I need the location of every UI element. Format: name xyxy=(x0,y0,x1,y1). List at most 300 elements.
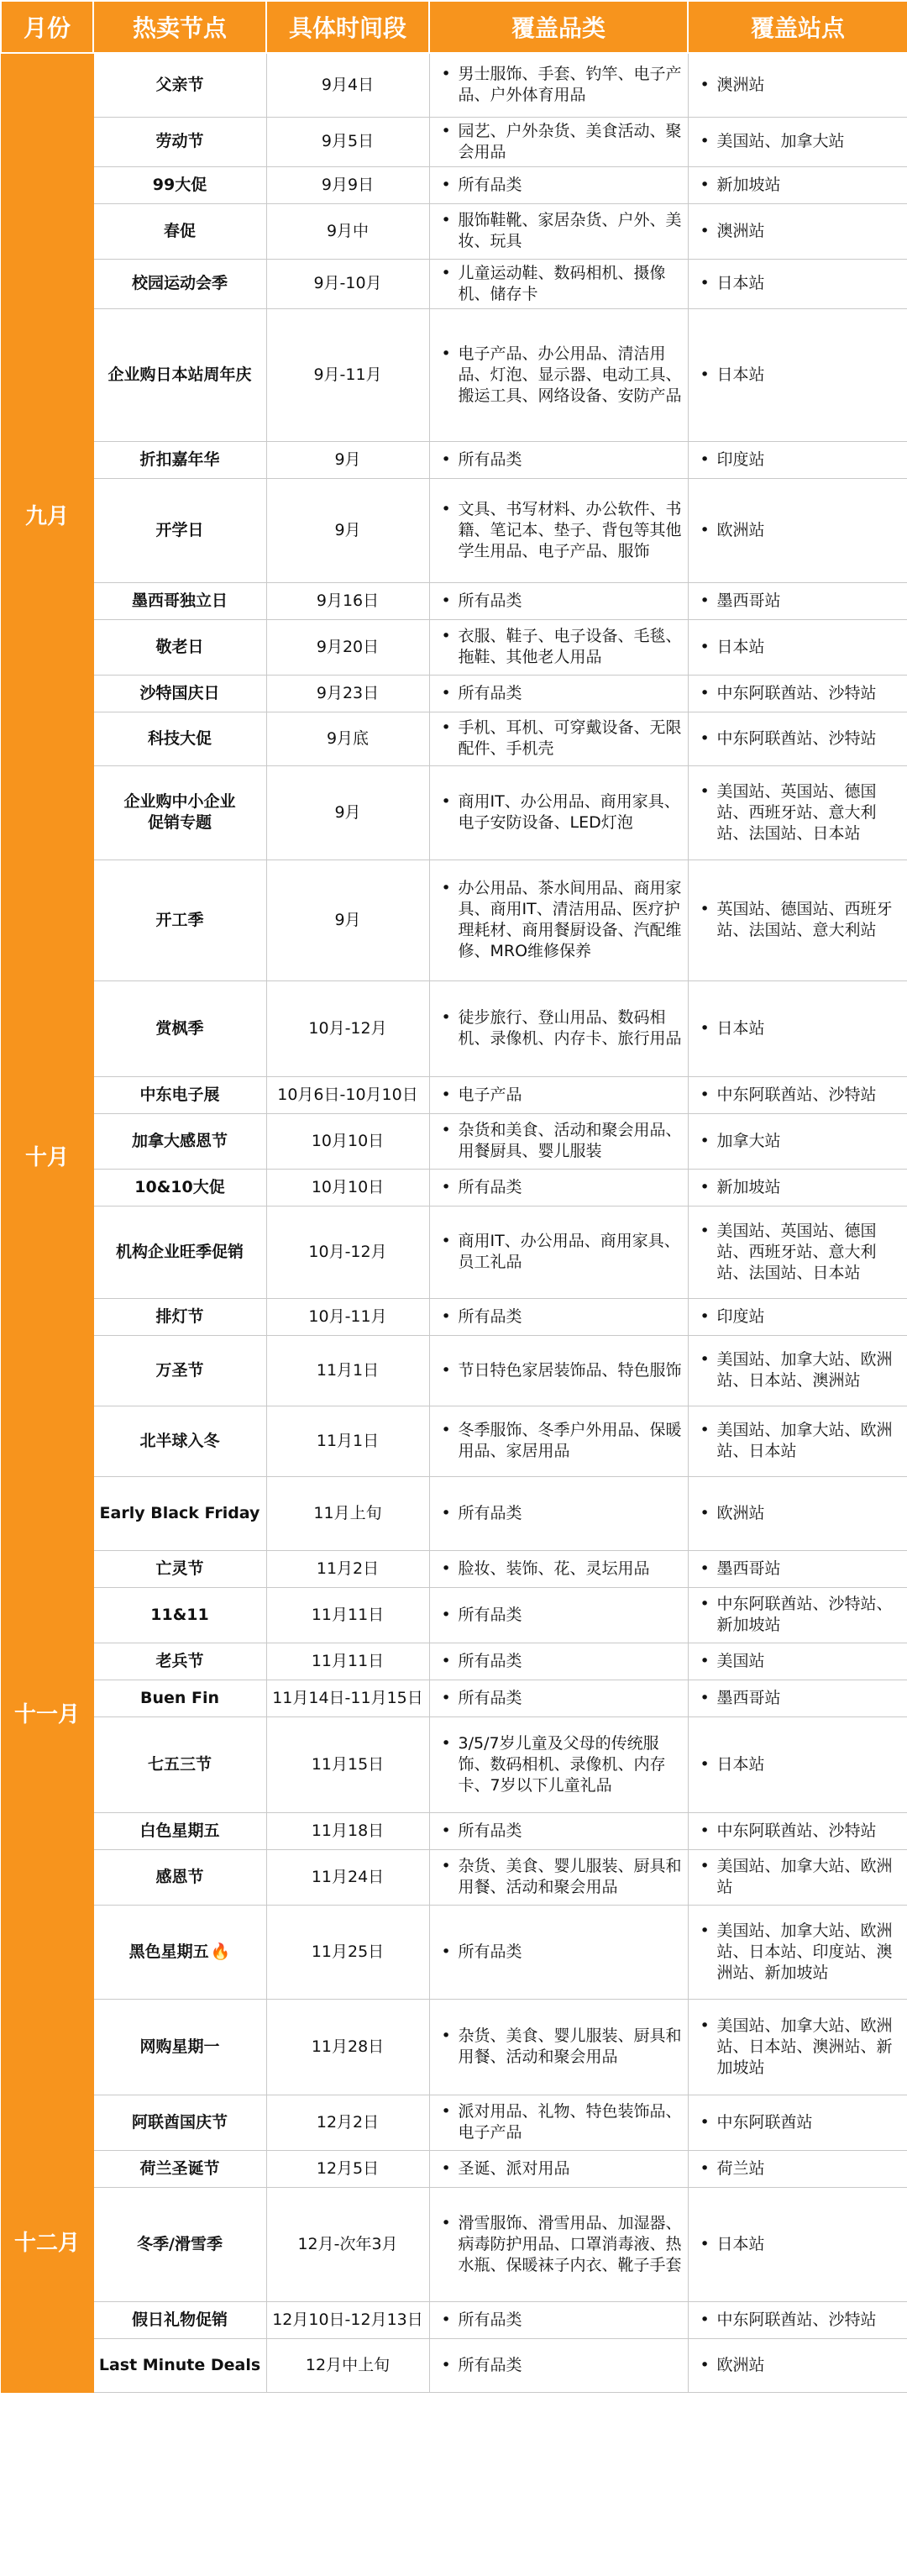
bullet-icon: • xyxy=(441,263,451,282)
category-cell xyxy=(429,2095,688,2150)
festival-time: 9月5日 xyxy=(266,117,429,166)
category-text: 杂货、美食、婴儿服装、厨具和用餐、活动和聚会用品 xyxy=(458,1857,682,1896)
site-cell xyxy=(688,1643,907,1680)
category-bullet xyxy=(442,2213,683,2276)
festival-time: 9月底 xyxy=(266,712,429,765)
month-cell: 十月 xyxy=(1,980,93,1335)
site-bullet xyxy=(700,591,903,612)
category-bullet xyxy=(442,1360,683,1381)
site-text: 美国站、英国站、德国站、西班牙站、意大利站、法国站、日本站 xyxy=(716,1221,877,1282)
bullet-icon: • xyxy=(700,1651,710,1670)
festival-name xyxy=(93,478,266,582)
category-cell xyxy=(429,1812,688,1849)
category-cell xyxy=(429,1550,688,1587)
site-text: 中东阿联酋站、沙特站 xyxy=(716,2310,877,2329)
category-cell xyxy=(429,712,688,765)
category-cell xyxy=(429,1076,688,1113)
bullet-icon: • xyxy=(700,1018,710,1038)
festival-name-text: 老兵节 xyxy=(155,1651,204,1670)
category-bullet xyxy=(442,121,683,163)
table-row xyxy=(1,1406,907,1476)
site-cell xyxy=(688,1206,907,1298)
festival-time: 9月 xyxy=(266,860,429,980)
category-text: 园艺、户外杂货、美食活动、聚会用品 xyxy=(458,121,682,161)
festival-name-text: 中东电子展 xyxy=(139,1085,220,1104)
festival-name xyxy=(93,1999,266,2095)
bullet-icon: • xyxy=(441,1688,451,1707)
category-bullet xyxy=(442,1120,683,1162)
site-bullet xyxy=(700,1018,903,1039)
bullet-icon: • xyxy=(700,2112,710,2132)
bullet-icon: • xyxy=(441,1306,451,1326)
category-bullet xyxy=(442,591,683,612)
festival-time: 10月-12月 xyxy=(266,1206,429,1298)
category-cell xyxy=(429,166,688,203)
category-cell xyxy=(429,2150,688,2187)
festival-name-text: 科技大促 xyxy=(147,728,212,748)
bullet-icon: • xyxy=(441,1177,451,1196)
site-bullet xyxy=(700,2112,903,2133)
site-text: 中东阿联酋站、沙特站 xyxy=(716,683,877,702)
table-row xyxy=(1,2150,907,2187)
festival-time: 10月-12月 xyxy=(266,980,429,1076)
category-cell xyxy=(429,53,688,117)
bullet-icon: • xyxy=(700,1306,710,1326)
site-text: 中东阿联酋站、沙特站 xyxy=(716,728,877,748)
festival-name xyxy=(93,1113,266,1169)
festival-name-text: 11&11 xyxy=(150,1605,209,1624)
festival-name xyxy=(93,1206,266,1298)
site-text: 中东阿联酋站 xyxy=(716,2112,813,2132)
site-bullet xyxy=(700,1651,903,1672)
category-text: 儿童运动鞋、数码相机、摄像机、储存卡 xyxy=(458,263,666,303)
site-text: 美国站 xyxy=(716,1651,765,1670)
site-cell xyxy=(688,259,907,308)
festival-name xyxy=(93,259,266,308)
bullet-icon: • xyxy=(441,175,451,194)
festival-time: 11月1日 xyxy=(266,1406,429,1476)
header-month: 月份 xyxy=(1,1,93,53)
site-cell xyxy=(688,1169,907,1206)
bullet-icon: • xyxy=(700,1559,710,1578)
bullet-icon: • xyxy=(441,1421,451,1439)
bullet-icon: • xyxy=(441,499,451,518)
festival-time: 11月1日 xyxy=(266,1335,429,1406)
festival-name xyxy=(93,166,266,203)
category-cell xyxy=(429,441,688,478)
festival-time: 9月16日 xyxy=(266,582,429,619)
header-site: 覆盖站点 xyxy=(688,1,907,53)
category-text: 所有品类 xyxy=(458,1651,522,1670)
header-festival: 热卖节点 xyxy=(93,1,266,53)
festival-name xyxy=(93,980,266,1076)
site-bullet xyxy=(700,365,903,386)
site-cell xyxy=(688,308,907,441)
bullet-icon: • xyxy=(700,2355,710,2374)
festival-name xyxy=(93,1905,266,1999)
site-cell xyxy=(688,1587,907,1643)
site-bullet xyxy=(700,728,903,749)
category-cell xyxy=(429,1905,688,1999)
table-row xyxy=(1,1550,907,1587)
site-text: 美国站、加拿大站、欧洲站、日本站、澳洲站、新加坡站 xyxy=(716,2016,893,2077)
bullet-icon: • xyxy=(441,2102,451,2121)
category-text: 所有品类 xyxy=(458,1942,522,1961)
festival-time: 9月9日 xyxy=(266,166,429,203)
header-category: 覆盖品类 xyxy=(429,1,688,53)
festival-name-text: 加拿大感恩节 xyxy=(131,1131,228,1150)
festival-name xyxy=(93,53,266,117)
site-text: 中东阿联酋站、沙特站 xyxy=(716,1085,877,1104)
category-cell xyxy=(429,2301,688,2338)
site-bullet xyxy=(700,1177,903,1198)
festival-time: 12月10日-12月13日 xyxy=(266,2301,429,2338)
site-text: 美国站、加拿大站、欧洲站 xyxy=(716,1857,893,1896)
site-cell xyxy=(688,1113,907,1169)
festival-time: 11月15日 xyxy=(266,1716,429,1812)
category-bullet xyxy=(442,344,683,407)
bullet-icon: • xyxy=(441,2355,451,2374)
site-bullet xyxy=(700,75,903,96)
table-row xyxy=(1,166,907,203)
category-text: 服饰鞋靴、家居杂货、户外、美妆、玩具 xyxy=(458,211,682,250)
category-text: 节日特色家居装饰品、特色服饰 xyxy=(458,1360,682,1380)
festival-time: 10月10日 xyxy=(266,1113,429,1169)
category-text: 所有品类 xyxy=(458,449,522,469)
bullet-icon: • xyxy=(700,2310,710,2329)
category-text: 商用IT、办公用品、商用家具、电子安防设备、LED灯泡 xyxy=(458,792,680,832)
festival-time: 10月6日-10月10日 xyxy=(266,1076,429,1113)
table-row xyxy=(1,1905,907,1999)
festival-name-text: 劳动节 xyxy=(155,132,204,150)
category-text: 派对用品、礼物、特色装饰品、电子产品 xyxy=(458,2102,682,2142)
festival-name-text: 企业购中小企业 促销专题 xyxy=(123,792,236,832)
bullet-icon: • xyxy=(700,728,710,748)
bullet-icon: • xyxy=(700,1857,710,1875)
bullet-icon: • xyxy=(441,1605,451,1624)
category-bullet xyxy=(442,1007,683,1049)
festival-name-text: 机构企业旺季促销 xyxy=(115,1242,244,1261)
site-text: 日本站 xyxy=(716,637,765,656)
festival-name-text: Early Black Friday xyxy=(99,1503,260,1522)
site-cell xyxy=(688,2187,907,2301)
category-text: 电子产品 xyxy=(458,1085,522,1104)
bullet-icon: • xyxy=(441,718,451,737)
category-text: 所有品类 xyxy=(458,1177,522,1196)
category-text: 文具、书写材料、办公软件、书籍、笔记本、垫子、背包等其他学生用品、电子产品、服饰 xyxy=(458,499,682,560)
table-row xyxy=(1,980,907,1076)
site-cell xyxy=(688,203,907,259)
bullet-icon: • xyxy=(441,2158,451,2178)
festival-time: 11月18日 xyxy=(266,1812,429,1849)
festival-name-text: 10&10大促 xyxy=(134,1177,225,1196)
bullet-icon: • xyxy=(700,1503,710,1522)
site-text: 墨西哥站 xyxy=(716,1559,781,1578)
category-bullet xyxy=(442,2310,683,2331)
site-text: 欧洲站 xyxy=(716,2355,765,2374)
site-text: 日本站 xyxy=(716,2234,765,2253)
category-text: 冬季服饰、冬季户外用品、保暖用品、家居用品 xyxy=(458,1421,682,1460)
bullet-icon: • xyxy=(441,591,451,610)
festival-time: 12月中上旬 xyxy=(266,2338,429,2392)
site-text: 中东阿联酋站、沙特站 xyxy=(716,1821,877,1840)
table-row xyxy=(1,259,907,308)
category-cell xyxy=(429,1406,688,1476)
fire-icon: 🔥 xyxy=(210,1942,231,1961)
site-text: 英国站、德国站、西班牙站、法国站、意大利站 xyxy=(716,900,893,939)
category-text: 所有品类 xyxy=(458,1605,522,1624)
category-bullet xyxy=(442,878,683,962)
category-bullet xyxy=(442,1503,683,1524)
category-cell xyxy=(429,203,688,259)
bullet-icon: • xyxy=(700,1350,710,1369)
category-cell xyxy=(429,675,688,712)
table-row xyxy=(1,619,907,675)
site-cell xyxy=(688,1335,907,1406)
festival-name xyxy=(93,2338,266,2392)
bullet-icon: • xyxy=(700,132,710,150)
festival-name-text: 校园运动会季 xyxy=(131,274,228,292)
festival-time: 11月11日 xyxy=(266,1643,429,1680)
category-cell xyxy=(429,765,688,860)
festival-name xyxy=(93,1406,266,1476)
category-cell xyxy=(429,259,688,308)
bullet-icon: • xyxy=(441,1559,451,1578)
site-text: 美国站、英国站、德国站、西班牙站、意大利站、法国站、日本站 xyxy=(716,781,877,843)
site-text: 墨西哥站 xyxy=(716,591,781,610)
festival-name xyxy=(93,1335,266,1406)
table-row xyxy=(1,2301,907,2338)
site-text: 欧洲站 xyxy=(716,1503,765,1522)
category-text: 手机、耳机、可穿戴设备、无限配件、手机壳 xyxy=(458,718,682,758)
site-text: 新加坡站 xyxy=(716,1177,781,1196)
category-cell xyxy=(429,1113,688,1169)
bullet-icon: • xyxy=(441,344,451,363)
site-text: 美国站、加拿大站、欧洲站、日本站、澳洲站 xyxy=(716,1350,893,1390)
festival-name-text: 赏枫季 xyxy=(155,1018,204,1038)
category-cell xyxy=(429,1206,688,1298)
site-cell xyxy=(688,1716,907,1812)
festival-time: 9月20日 xyxy=(266,619,429,675)
table-row xyxy=(1,2095,907,2150)
festival-time: 9月4日 xyxy=(266,53,429,117)
bullet-icon: • xyxy=(441,1651,451,1670)
category-cell xyxy=(429,980,688,1076)
site-text: 日本站 xyxy=(716,274,765,292)
site-cell xyxy=(688,582,907,619)
site-bullet xyxy=(700,1221,903,1284)
category-bullet xyxy=(442,791,683,833)
festival-name-text: 七五三节 xyxy=(147,1754,212,1774)
festival-name-text: 沙特国庆日 xyxy=(139,683,220,702)
category-cell xyxy=(429,1999,688,2095)
bullet-icon: • xyxy=(441,1121,451,1139)
bullet-icon: • xyxy=(700,2016,710,2035)
site-bullet xyxy=(700,2355,903,2376)
festival-name-text: 白色星期五 xyxy=(139,1821,220,1840)
bullet-icon: • xyxy=(441,792,451,811)
site-bullet xyxy=(700,683,903,704)
site-text: 日本站 xyxy=(716,365,765,384)
festival-time: 11月14日-11月15日 xyxy=(266,1680,429,1716)
festival-name-text: 开工季 xyxy=(155,910,204,929)
site-text: 日本站 xyxy=(716,1018,765,1038)
category-text: 脸妆、装饰、花、灵坛用品 xyxy=(458,1559,650,1578)
site-cell xyxy=(688,1905,907,1999)
bullet-icon: • xyxy=(441,1503,451,1522)
site-cell xyxy=(688,860,907,980)
site-cell xyxy=(688,441,907,478)
table-row xyxy=(1,1999,907,2095)
site-bullet xyxy=(700,449,903,471)
festival-name-text: 冬季/滑雪季 xyxy=(137,2234,223,2253)
festival-name-text: 父亲节 xyxy=(155,75,204,94)
category-cell xyxy=(429,1716,688,1812)
category-text: 衣服、鞋子、电子设备、毛毯、拖鞋、其他老人用品 xyxy=(458,627,682,666)
site-text: 美国站、加拿大站、欧洲站、日本站、印度站、澳洲站、新加坡站 xyxy=(716,1921,893,1982)
category-bullet xyxy=(442,1559,683,1580)
festival-time: 9月 xyxy=(266,441,429,478)
festival-name xyxy=(93,1550,266,1587)
festival-name-text: 敬老日 xyxy=(155,637,204,656)
bullet-icon: • xyxy=(441,627,451,645)
category-text: 所有品类 xyxy=(458,2310,522,2329)
month-cell: 十一月 xyxy=(1,1335,93,2095)
site-cell xyxy=(688,1076,907,1113)
bullet-icon: • xyxy=(441,1821,451,1840)
month-cell: 十二月 xyxy=(1,2095,93,2392)
festival-name-text: 万圣节 xyxy=(155,1360,204,1380)
category-bullet xyxy=(442,449,683,471)
category-cell xyxy=(429,117,688,166)
table-row xyxy=(1,203,907,259)
festival-name xyxy=(93,2095,266,2150)
bullet-icon: • xyxy=(700,637,710,656)
category-text: 所有品类 xyxy=(458,175,522,194)
festival-time: 11月11日 xyxy=(266,1587,429,1643)
category-bullet xyxy=(442,1942,683,1963)
site-bullet xyxy=(700,1821,903,1842)
bullet-icon: • xyxy=(700,1688,710,1707)
category-bullet xyxy=(442,499,683,562)
bullet-icon: • xyxy=(441,2027,451,2045)
table-row xyxy=(1,1076,907,1113)
festival-name-text: Last Minute Deals xyxy=(98,2355,261,2374)
site-cell xyxy=(688,619,907,675)
bullet-icon: • xyxy=(700,1085,710,1104)
festival-name xyxy=(93,1476,266,1550)
table-row xyxy=(1,117,907,166)
category-text: 杂货和美食、活动和聚会用品、用餐厨具、婴儿服装 xyxy=(458,1121,682,1160)
table-row xyxy=(1,765,907,860)
site-bullet xyxy=(700,2310,903,2331)
category-text: 办公用品、茶水间用品、商用家具、商用IT、清洁用品、医疗护理耗材、商用餐厨设备、汽配维修、MRO维修保养 xyxy=(458,879,682,960)
category-bullet xyxy=(442,1856,683,1898)
table-row xyxy=(1,308,907,441)
category-bullet xyxy=(442,1733,683,1796)
festival-time: 9月-10月 xyxy=(266,259,429,308)
site-bullet xyxy=(700,1688,903,1709)
category-bullet xyxy=(442,683,683,704)
table-row xyxy=(1,478,907,582)
festival-time: 10月-11月 xyxy=(266,1298,429,1335)
site-text: 墨西哥站 xyxy=(716,1688,781,1707)
site-cell xyxy=(688,2301,907,2338)
festival-name xyxy=(93,203,266,259)
category-cell xyxy=(429,619,688,675)
festival-name xyxy=(93,441,266,478)
site-cell xyxy=(688,166,907,203)
bullet-icon: • xyxy=(441,683,451,702)
festival-time: 12月2日 xyxy=(266,2095,429,2150)
festival-time: 11月28日 xyxy=(266,1999,429,2095)
festival-name-text: 亡灵节 xyxy=(155,1559,204,1578)
festival-name xyxy=(93,308,266,441)
festival-name-text: 黑色星期五 xyxy=(128,1942,209,1961)
category-cell xyxy=(429,1849,688,1905)
category-bullet xyxy=(442,2026,683,2068)
bullet-icon: • xyxy=(700,274,710,292)
site-cell xyxy=(688,1476,907,1550)
category-bullet xyxy=(442,718,683,760)
festival-name xyxy=(93,765,266,860)
festival-name xyxy=(93,2150,266,2187)
festival-name-text: 墨西哥独立日 xyxy=(131,591,228,610)
bullet-icon: • xyxy=(700,175,710,194)
bullet-icon: • xyxy=(700,781,710,801)
site-cell xyxy=(688,675,907,712)
site-bullet xyxy=(700,1420,903,1462)
bullet-icon: • xyxy=(441,2213,451,2232)
category-bullet xyxy=(442,1177,683,1198)
bullet-icon: • xyxy=(700,221,710,240)
bullet-icon: • xyxy=(441,1232,451,1250)
bullet-icon: • xyxy=(441,879,451,897)
table-row xyxy=(1,2187,907,2301)
site-bullet xyxy=(700,1131,903,1152)
festival-name xyxy=(93,582,266,619)
category-cell xyxy=(429,860,688,980)
site-bullet xyxy=(700,2016,903,2079)
category-bullet xyxy=(442,1688,683,1709)
site-text: 印度站 xyxy=(716,1306,765,1326)
category-bullet xyxy=(442,1085,683,1106)
festival-time: 11月2日 xyxy=(266,1550,429,1587)
category-text: 所有品类 xyxy=(458,591,522,610)
site-text: 加拿大站 xyxy=(716,1131,781,1150)
festival-time: 11月24日 xyxy=(266,1849,429,1905)
category-bullet xyxy=(442,2355,683,2376)
category-bullet xyxy=(442,1651,683,1672)
site-bullet xyxy=(700,781,903,844)
festival-name xyxy=(93,1298,266,1335)
festival-name xyxy=(93,1076,266,1113)
site-cell xyxy=(688,117,907,166)
festival-name xyxy=(93,1716,266,1812)
site-bullet xyxy=(700,899,903,941)
festival-name xyxy=(93,619,266,675)
festival-time: 11月25日 xyxy=(266,1905,429,1999)
bullet-icon: • xyxy=(700,1595,710,1613)
site-cell xyxy=(688,1406,907,1476)
category-text: 杂货、美食、婴儿服装、厨具和用餐、活动和聚会用品 xyxy=(458,2027,682,2066)
site-text: 印度站 xyxy=(716,449,765,469)
bullet-icon: • xyxy=(441,1733,451,1753)
site-bullet xyxy=(700,1349,903,1391)
festival-time: 11月上旬 xyxy=(266,1476,429,1550)
site-cell xyxy=(688,712,907,765)
festival-name xyxy=(93,1587,266,1643)
